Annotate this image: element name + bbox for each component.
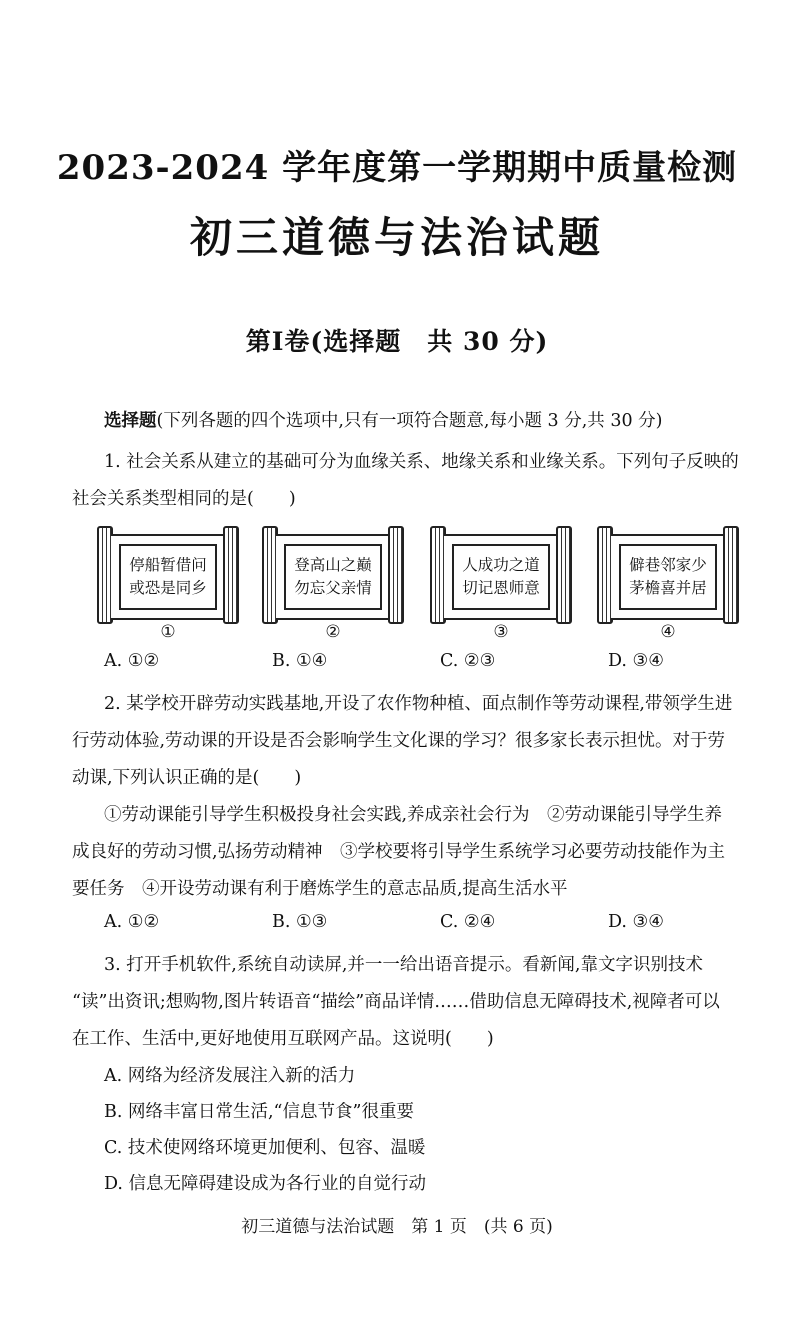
option-c: C. ②③	[440, 651, 496, 671]
scroll-roll-icon	[388, 526, 404, 624]
option-b: B. ①③	[272, 912, 328, 932]
scroll-text-line2: 切记恩师意	[462, 579, 540, 597]
scroll-roll-icon	[223, 526, 239, 624]
scroll-paper	[611, 534, 725, 620]
q3-stem-line2: “读”出资讯;想购物,图片转语音“描绘”商品详情……借助信息无障碍技术,视障者可以	[72, 992, 720, 1012]
q2-statement-line2: 成良好的劳动习惯,弘扬劳动精神 ③学校要将引导学生系统学习必要劳动技能作为主	[72, 842, 726, 862]
q2-stem-line2: 行劳动体验,劳动课的开设是否会影响学生文化课的学习？很多家长表示担忧。对于劳	[72, 731, 726, 751]
q2-statement-line3: 要任务 ④开设劳动课有利于磨炼学生的意志品质,提高生活水平	[72, 879, 568, 899]
q1-stem-line2: 社会关系类型相同的是( )	[72, 489, 296, 509]
instructions	[104, 407, 663, 432]
scroll-text-line2: 茅檐喜并居	[629, 579, 707, 597]
q3-option-a: A. 网络为经济发展注入新的活力	[104, 1066, 356, 1086]
scroll-1	[97, 526, 239, 624]
section-title: 第Ⅰ卷(选择题 共 30 分)	[245, 327, 549, 356]
scroll-3	[430, 526, 572, 624]
scroll-text-line2: 勿忘父亲情	[294, 579, 372, 597]
instructions-text: (下列各题的四个选项中,只有一项符合题意,每小题 3 分,共 30 分)	[156, 411, 663, 431]
instructions-label: 选择题	[104, 411, 157, 431]
q2-stem-line1: 2. 某学校开辟劳动实践基地,开设了农作物种植、面点制作等劳动课程,带领学生进	[104, 694, 733, 714]
q2-statement-line1: ①劳动课能引导学生积极投身社会实践,养成亲社会行为 ②劳动课能引导学生养	[104, 805, 723, 825]
scroll-text-line1: 停船暂借问	[129, 556, 207, 574]
page-footer: 初三道德与法治试题 第 1 页 (共 6 页)	[241, 1217, 553, 1237]
q3-option-d: D. 信息无障碍建设成为各行业的自觉行动	[104, 1174, 427, 1194]
scroll-number: ①	[160, 622, 176, 642]
q3-stem-line3: 在工作、生活中,更好地使用互联网产品。这说明( )	[72, 1029, 494, 1049]
exam-title: 2023-2024 学年度第一学期期中质量检测	[56, 148, 738, 188]
option-c: C. ②④	[440, 912, 496, 932]
option-d: D. ③④	[608, 651, 664, 671]
option-b: B. ①④	[272, 651, 328, 671]
q2-options	[104, 912, 704, 932]
option-a: A. ①②	[104, 912, 160, 932]
scroll-paper	[276, 534, 390, 620]
scroll-2	[262, 526, 404, 624]
scroll-paper	[111, 534, 225, 620]
subject-title: 初三道德与法治试题	[189, 213, 604, 262]
option-d: D. ③④	[608, 912, 664, 932]
scroll-text-line1: 登高山之巅	[294, 556, 372, 574]
q1-stem-line1: 1. 社会关系从建立的基础可分为血缘关系、地缘关系和业缘关系。下列句子反映的	[104, 452, 739, 472]
scroll-roll-icon	[556, 526, 572, 624]
q1-options	[104, 651, 704, 671]
scroll-number: ③	[493, 622, 509, 642]
scroll-number: ②	[325, 622, 341, 642]
scroll-text-line1: 僻巷邻家少	[629, 556, 707, 574]
scroll-number: ④	[660, 622, 676, 642]
scroll-roll-icon	[723, 526, 739, 624]
scroll-4	[597, 526, 739, 624]
scroll-paper	[444, 534, 558, 620]
q3-stem-line1: 3. 打开手机软件,系统自动读屏,并一一给出语音提示。看新闻,靠文字识别技术	[104, 955, 703, 975]
q2-stem-line3: 动课,下列认识正确的是( )	[72, 768, 302, 788]
q3-option-c: C. 技术使网络环境更加便利、包容、温暖	[104, 1138, 426, 1158]
scroll-text-line1: 人成功之道	[462, 556, 540, 574]
option-a: A. ①②	[104, 651, 160, 671]
q3-option-b: B. 网络丰富日常生活,“信息节食”很重要	[104, 1102, 414, 1122]
scroll-text-line2: 或恐是同乡	[129, 579, 207, 597]
